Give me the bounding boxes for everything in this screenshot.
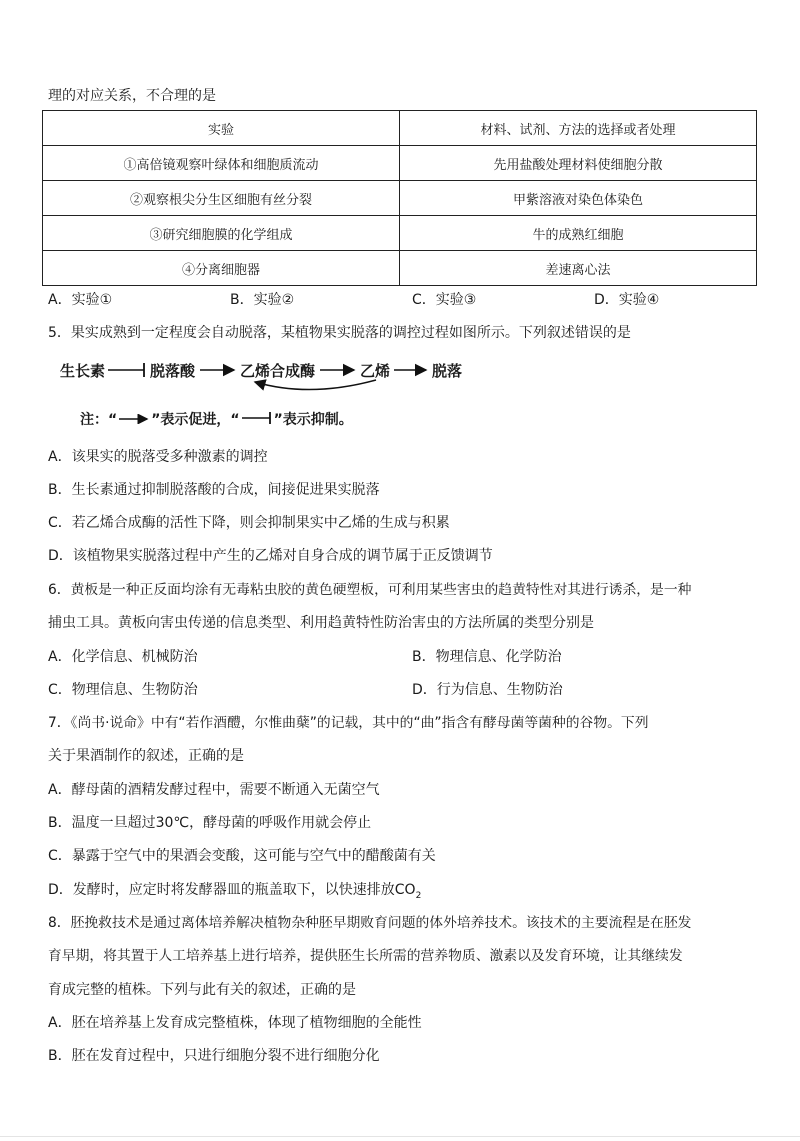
note-suffix: ”表示抑制。 (273, 412, 353, 428)
table-header-cell: 材料、试剂、方法的选择或者处理 (400, 111, 757, 146)
table-cell: ③研究细胞膜的化学组成 (43, 216, 400, 251)
table-cell: 甲紫溶液对染色体染色 (400, 181, 757, 216)
experiment-table (42, 110, 757, 286)
q7-stem-line2: 关于果酒制作的叙述，正确的是 (48, 748, 244, 764)
q8-stem-line1: 8．胚挽救技术是通过离体培养解决植物杂种胚早期败育问题的体外培养技术。该技术的主要流程是在胚发 (48, 915, 692, 931)
table-cell: 先用盐酸处理材料使细胞分散 (400, 146, 757, 181)
table-row (43, 216, 757, 251)
q8-stem-line2: 育早期，将其置于人工培养基上进行培养，提供胚生长所需的营养物质、激素以及发育环境，让其继续发 (48, 948, 683, 964)
table-header-cell: 实验 (43, 111, 400, 146)
q6-option-a: A．化学信息、机械防治 (48, 649, 198, 665)
q4-option-a: A．实验① (48, 292, 113, 308)
q8-option-b: B．胚在发育过程中，只进行细胞分裂不进行细胞分化 (48, 1048, 380, 1064)
table-cell: ②观察根尖分生区细胞有丝分裂 (43, 181, 400, 216)
table-row (43, 146, 757, 181)
note-prefix: 注：“ (80, 412, 118, 428)
page-bottom-edge (0, 1136, 800, 1137)
q6-option-d: D．行为信息、生物防治 (412, 682, 563, 698)
q4-option-b: B．实验② (230, 292, 295, 308)
regulation-diagram (60, 358, 480, 388)
q7-option-b: B．温度一旦超过30℃，酵母菌的呼吸作用就会停止 (48, 815, 372, 831)
q8-option-a: A．胚在培养基上发育成完整植株，体现了植物细胞的全能性 (48, 1015, 422, 1031)
promote-symbol (117, 410, 151, 430)
diagram-note (80, 410, 353, 430)
table-cell: ④分离细胞器 (43, 251, 400, 286)
inhibit-symbol (240, 410, 274, 430)
feedback-arrow (255, 380, 376, 390)
co2-subscript: 2 (415, 890, 422, 901)
q5-option-b: B．生长素通过抑制脱落酸的合成，间接促进果实脱落 (48, 482, 380, 498)
node-auxin: 生长素 (60, 362, 106, 380)
q5-option-c: C．若乙烯合成酶的活性下降，则会抑制果实中乙烯的生成与积累 (48, 515, 450, 531)
q5-option-d: D．该植物果实脱落过程中产生的乙烯对自身合成的调节属于正反馈调节 (48, 548, 493, 564)
table-row (43, 181, 757, 216)
node-abscisic-acid: 脱落酸 (150, 362, 196, 380)
q8-stem-line3: 育成完整的植株。下列与此有关的叙述，正确的是 (48, 982, 356, 998)
q6-option-c: C．物理信息、生物防治 (48, 682, 198, 698)
node-ethylene-synthase: 乙烯合成酶 (240, 362, 316, 380)
table-header-row (43, 111, 757, 146)
table-row (43, 251, 757, 286)
q6-option-b: B．物理信息、化学防治 (412, 649, 562, 665)
q7-option-d (48, 880, 421, 906)
table-cell: ①高倍镜观察叶绿体和细胞质流动 (43, 146, 400, 181)
table-cell: 牛的成熟红细胞 (400, 216, 757, 251)
q4-option-c: C．实验③ (412, 292, 477, 308)
q7-option-a: A．酵母菌的酒精发酵过程中，需要不断通入无菌空气 (48, 782, 380, 798)
q6-stem-line1: 6．黄板是一种正反面均涂有无毒粘虫胶的黄色硬塑板，可利用某些害虫的趋黄特性对其进行诱杀，是一种 (48, 582, 692, 598)
node-abscission: 脱落 (432, 362, 463, 380)
table-cell: 差速离心法 (400, 251, 757, 286)
q4-option-d: D．实验④ (594, 292, 660, 308)
note-mid: ”表示促进，“ (151, 412, 240, 428)
q5-option-a: A．该果实的脱落受多种激素的调控 (48, 449, 268, 465)
question-4-stem-tail: 理的对应关系，不合理的是 (48, 88, 216, 104)
q7-stem-line1: 7．《尚书·说命》中有“若作酒醴，尔惟曲蘖”的记载，其中的“曲”指含有酵母菌等菌种的谷物。下列 (48, 715, 649, 731)
q6-stem-line2: 捕虫工具。黄板向害虫传递的信息类型、利用趋黄特性防治害虫的方法所属的类型分别是 (48, 615, 594, 631)
node-ethylene: 乙烯 (360, 362, 391, 380)
q7-option-d-text: D．发酵时，应定时将发酵器皿的瓶盖取下，以快速排放CO (48, 882, 416, 898)
q7-option-c: C．暴露于空气中的果酒会变酸，这可能与空气中的醋酸菌有关 (48, 848, 436, 864)
q5-stem: 5．果实成熟到一定程度会自动脱落，某植物果实脱落的调控过程如图所示。下列叙述错误的是 (48, 325, 631, 341)
